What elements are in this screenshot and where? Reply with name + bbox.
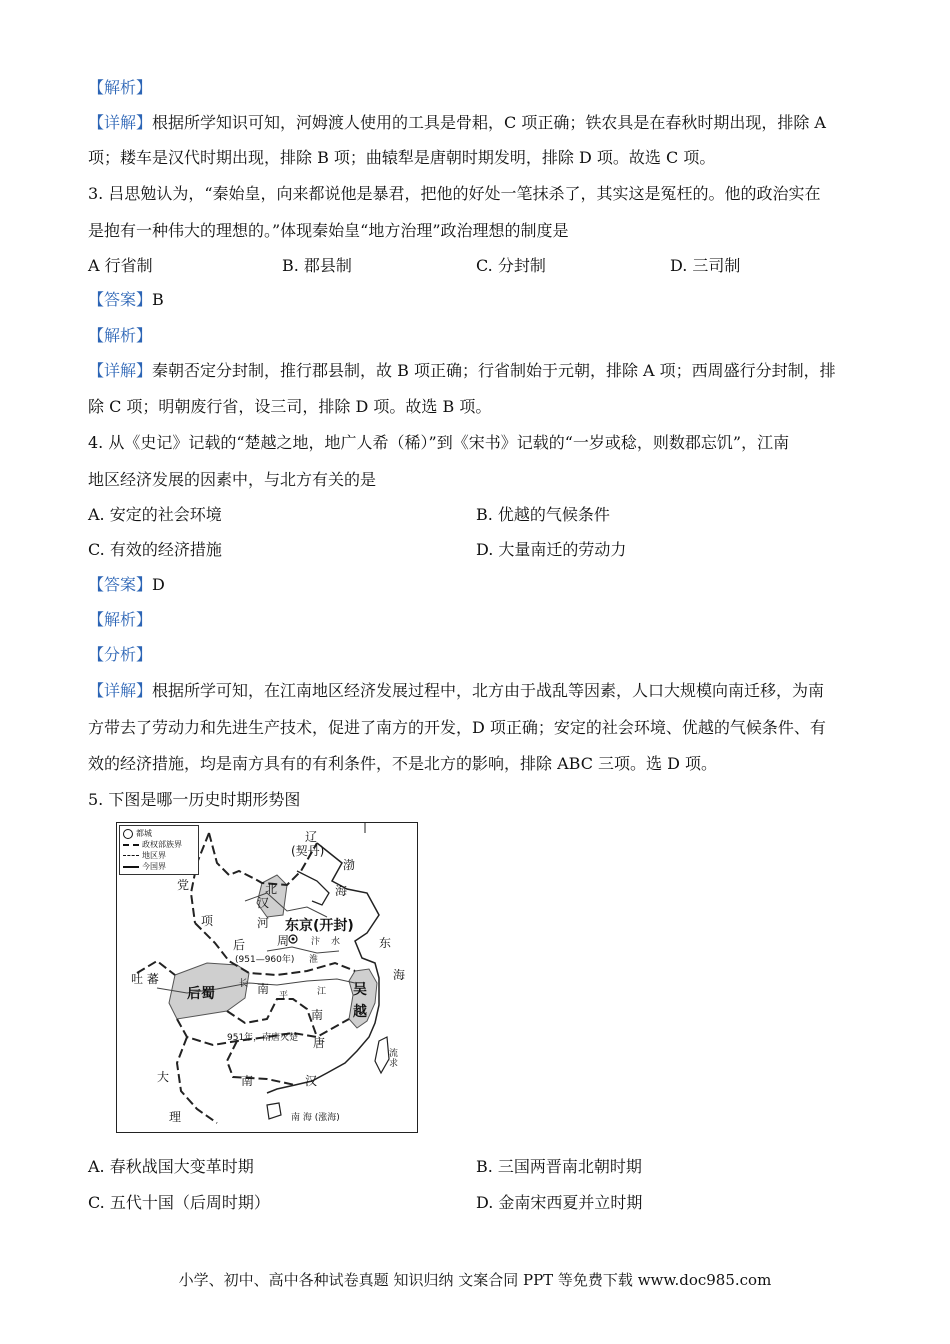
option-d: D. 大量南迁的劳动力 [476,540,627,559]
analysis-tag: 【解析】 [88,326,153,345]
question-stem: 地区经济发展的因素中，与北方有关的是 [88,470,377,489]
detail-tag: 【详解】 [88,113,153,132]
detail-paragraph-line [88,361,870,381]
label-hai-2: 海 [393,968,406,982]
page-footer: 小学、初中、高中各种试卷真题 知识归纳 文案合同 PPT 等免费下载 www.doc985.com [178,1271,772,1289]
option-c: C. 有效的经济措施 [88,540,222,559]
label-bian: 汴 [311,937,321,947]
label-liuqiu: 流 求 [389,1049,399,1069]
historical-map [116,822,418,1133]
label-huai: 淮 [309,955,319,965]
regime-boundary [177,1037,217,1123]
label-zhou-years: (951—960年) [235,955,295,965]
label-dong: 东 [379,936,392,950]
hainan-island [267,1103,281,1119]
label-chu-note: 951年，南唐灭楚 [227,1033,299,1043]
label-he: 河 [257,916,270,930]
detail-tag: 【详解】 [88,361,153,380]
label-nanhan-han: 汉 [305,1074,318,1088]
label-xiang: 项 [201,914,214,928]
option-d: D. 三司制 [670,256,741,275]
label-hou: 后 [233,938,246,952]
label-yue: 越 [353,1004,367,1020]
label-zhou: 周 [277,934,290,948]
detail-tag: 【详解】 [88,681,153,700]
label-wu: 吴 [353,982,367,998]
label-dang: 党 [177,878,190,892]
answer-value: B [152,290,164,309]
analyze-tag [88,645,870,665]
label-houshu: 后蜀 [187,986,215,1002]
label-tubo: 吐 蕃 [131,972,159,986]
label-han-north: 汉 [257,896,270,910]
detail-paragraph-line: 项；耧车是汉代时期出现，排除 B 项；曲辕犁是唐朝时期发明，排除 D 项。故选 C 项。 [88,148,716,167]
analysis-tag: 【解析】 [88,610,153,629]
label-dongjing: 东京(开封) [285,918,354,934]
label-hai-1: 海 [335,884,348,898]
answer-tag: 【答案】 [88,575,153,594]
detail-paragraph-line: 方带去了劳动力和先进生产技术，促进了南方的开发，D 项正确；安定的社会环境、优越的气候条件、有 [88,718,826,737]
label-liao: 辽 [305,830,318,844]
option-b: B. 三国两晋南北朝时期 [476,1157,642,1176]
bohai-coast [297,871,329,905]
option-a: A. 安定的社会环境 [88,505,222,524]
question-stem: 5. 下图是哪一历史时期形势图 [88,790,301,809]
question-stem: 3. 吕思勉认为，“秦始皇，向来都说他是暴君，把他的好处一笔抹杀了，其实这是冤枉的。他的政治实在 [88,184,821,203]
label-nanhai: 南 海 (涨海) [291,1113,340,1123]
detail-paragraph-line [88,681,870,701]
coastline [267,843,379,1093]
label-nan: 南 [257,982,270,996]
label-bohai: 渤 [343,858,356,872]
detail-paragraph-line [88,113,870,133]
answer-value: D [152,575,165,594]
label-chang: 长 [239,979,249,989]
option-b: B. 郡县制 [282,256,352,275]
analysis-tag: 【解析】 [88,78,153,97]
label-jiang: 江 [317,987,327,997]
label-qidan: (契丹) [291,844,325,858]
option-a: A 行省制 [88,256,153,275]
capital-legend-icon [123,829,133,839]
answer-line [88,575,870,595]
option-c: C. 五代十国（后周时期） [88,1193,270,1212]
regime-boundary [209,830,318,885]
label-li: 理 [169,1110,182,1124]
taiwan-island [375,1037,389,1073]
answer-tag: 【答案】 [88,290,153,309]
question-stem: 是抱有一种伟大的理想的。”体现秦始皇“地方治理”政治理想的制度是 [88,221,569,240]
option-b: B. 优越的气候条件 [476,505,610,524]
regime-boundary [227,999,317,1037]
detail-text: 根据所学知识可知，河姆渡人使用的工具是骨耜，C 项正确；铁农具是在春秋时期出现，排除 A [152,113,826,132]
detail-text: 秦朝否定分封制，推行郡县制，故 B 项正确；行省制始于元朝，排除 A 项；西周盛行分封制，排 [152,361,836,380]
label-nantang-nan: 南 [311,1008,324,1022]
detail-paragraph-line: 效的经济措施，均是南方具有的有利条件，不是北方的影响，排除 ABC 三项。选 D 项。 [88,754,718,773]
regime-boundary [227,1041,295,1085]
label-bei: 北 [265,882,278,896]
label-ping: 平 [279,991,289,1001]
answer-line [88,290,870,310]
label-da: 大 [157,1070,170,1084]
detail-paragraph-line: 除 C 项；明朝废行省，设三司，排除 D 项。故选 B 项。 [88,397,492,416]
label-nantang-tang: 唐 [313,1036,326,1050]
analyze-tag-text: 【分析】 [88,645,153,664]
option-d: D. 金南宋西夏并立时期 [476,1193,643,1212]
label-nanhan-nan: 南 [241,1074,254,1088]
option-a: A. 春秋战国大变革时期 [88,1157,254,1176]
option-c: C. 分封制 [476,256,546,275]
question-stem: 4. 从《史记》记载的“楚越之地，地广人希（稀）”到《宋书》记载的“一岁或稔，则数郡忘饥”，江南 [88,433,790,452]
map-legend: 都城 政权部族界 地区界 今国界 [119,825,199,875]
detail-text: 根据所学可知，在江南地区经济发展过程中，北方由于战乱等因素，人口大规模向南迁移，为南 [152,681,825,700]
label-shui: 水 [331,937,341,947]
